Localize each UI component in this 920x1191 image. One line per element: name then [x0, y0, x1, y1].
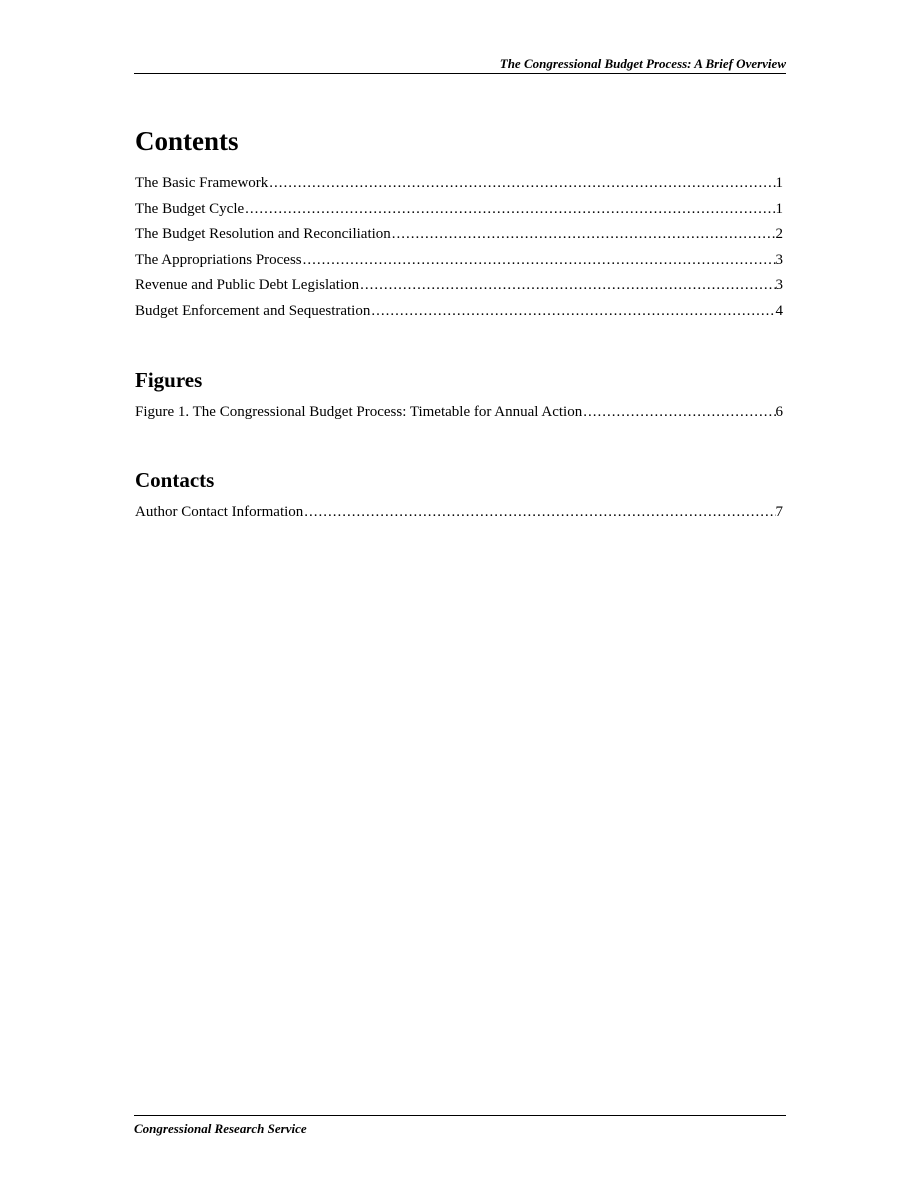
toc-entry-label[interactable]: Author Contact Information — [135, 504, 304, 520]
toc-leader-dots — [370, 302, 775, 320]
toc-page-number[interactable]: 7 — [775, 504, 783, 520]
toc-page-number[interactable]: 4 — [775, 302, 783, 319]
contents-heading: Contents — [135, 126, 239, 156]
toc-page-number[interactable]: 1 — [775, 200, 783, 217]
running-header-title: The Congressional Budget Process: A Brief Overview — [499, 56, 786, 71]
running-header — [134, 56, 786, 74]
toc-page-number[interactable]: 2 — [775, 226, 783, 243]
toc-entry-label[interactable]: Figure 1. The Congressional Budget Process: Timetable for Annual Action — [135, 404, 583, 420]
contacts-heading: Contacts — [135, 468, 215, 492]
toc-entry[interactable] — [135, 403, 783, 429]
toc-leader-dots — [268, 174, 775, 192]
footer-organization: Congressional Research Service — [134, 1121, 307, 1136]
toc-entry-label[interactable]: Revenue and Public Debt Legislation — [135, 277, 360, 294]
running-footer — [134, 1115, 786, 1137]
toc-page-number[interactable]: 1 — [775, 175, 783, 191]
toc-entry[interactable] — [135, 225, 783, 251]
toc-page-number[interactable]: 3 — [775, 277, 783, 294]
toc-leader-dots — [302, 251, 776, 269]
toc-leader-dots — [391, 225, 776, 243]
toc-entry[interactable] — [135, 174, 783, 200]
toc-entry-label[interactable]: The Budget Resolution and Reconciliation — [135, 226, 391, 243]
toc-entry[interactable] — [135, 200, 783, 226]
contents-list — [135, 174, 783, 328]
toc-leader-dots — [244, 200, 775, 218]
toc-entry[interactable] — [135, 302, 783, 328]
toc-entry-label[interactable]: The Basic Framework — [135, 175, 269, 191]
toc-leader-dots — [303, 503, 775, 521]
toc-entry-label[interactable]: Budget Enforcement and Sequestration — [135, 302, 371, 319]
toc-leader-dots — [359, 276, 775, 294]
toc-entry-label[interactable]: The Budget Cycle — [135, 200, 245, 217]
toc-entry-label[interactable]: The Appropriations Process — [135, 251, 302, 268]
toc-leader-dots — [582, 403, 775, 421]
figures-heading: Figures — [135, 368, 203, 392]
figures-list — [135, 403, 783, 429]
toc-entry[interactable] — [135, 251, 783, 277]
toc-entry[interactable] — [135, 503, 783, 529]
contacts-list — [135, 503, 783, 529]
toc-page-number[interactable]: 3 — [775, 251, 783, 268]
toc-entry[interactable] — [135, 276, 783, 302]
toc-page-number[interactable]: 6 — [775, 404, 783, 420]
